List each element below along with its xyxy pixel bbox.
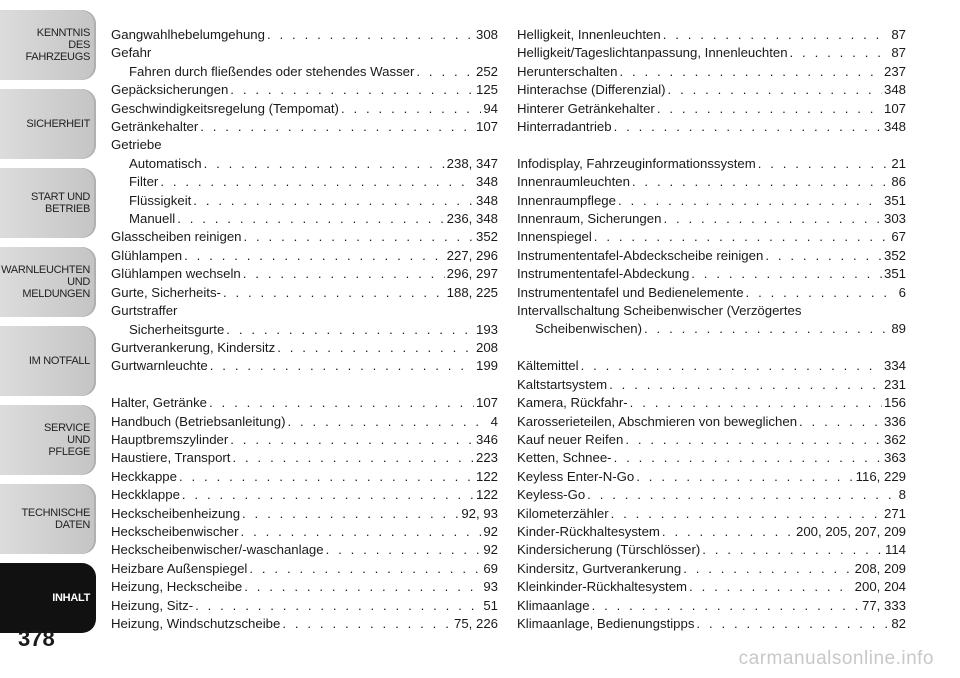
index-page-ref[interactable]: 94 (483, 100, 498, 116)
index-entry[interactable] (517, 155, 906, 173)
index-entry[interactable] (111, 523, 498, 541)
index-gap (111, 376, 498, 394)
index-entry[interactable] (517, 578, 906, 596)
leader-dots (193, 192, 474, 210)
leader-dots (581, 357, 882, 375)
index-entry[interactable] (111, 357, 498, 375)
chapter-tab-2[interactable] (0, 168, 96, 238)
index-entry[interactable] (517, 192, 906, 210)
index-term: Karosserieteilen, Abschmieren von beweglichen (517, 413, 798, 429)
index-page-ref[interactable]: 346 (475, 431, 498, 447)
leader-dots (223, 284, 445, 302)
index-entry[interactable] (517, 81, 906, 99)
leader-dots (702, 541, 883, 559)
leader-dots (267, 26, 474, 44)
leader-dots (790, 44, 890, 62)
index-term: Kilometerzähler (517, 505, 609, 521)
index-page-ref[interactable]: 252 (475, 63, 498, 79)
index-subentry[interactable] (111, 210, 498, 228)
leader-dots (630, 394, 882, 412)
index-entry[interactable] (111, 81, 498, 99)
index-entry[interactable] (517, 597, 906, 615)
index-term: Glasscheiben reinigen (111, 229, 242, 245)
index-term: Kinder-Rückhaltesystem (517, 523, 660, 539)
index-page-ref[interactable]: 87 (891, 27, 906, 42)
index-term: Kindersitz, Gurtverankerung (517, 560, 682, 576)
index-entry[interactable] (517, 26, 906, 44)
index-entry[interactable] (517, 449, 906, 467)
index-page-ref[interactable]: 86 (891, 174, 906, 190)
index-entry[interactable] (111, 284, 498, 302)
index-subentry[interactable] (111, 321, 498, 339)
index-page-ref[interactable]: 348 (883, 82, 906, 98)
leader-dots (179, 468, 474, 486)
leader-dots (609, 376, 882, 394)
index-page-ref[interactable]: 114 (884, 542, 906, 558)
index-page-ref[interactable]: 156 (883, 395, 906, 411)
index-page-ref[interactable]: 351 (883, 192, 906, 208)
index-entry[interactable] (111, 100, 498, 118)
leader-dots (663, 26, 890, 44)
index-term: Getränkehalter (111, 119, 199, 135)
index-page-ref[interactable]: 82 (891, 615, 906, 631)
leader-dots (243, 265, 445, 283)
leader-dots (587, 486, 896, 504)
leader-dots (182, 486, 474, 504)
index-heading: Intervallschaltung Scheibenwischer (Verzögertes (517, 303, 802, 319)
index-page-ref[interactable]: 77, 333 (862, 597, 906, 613)
index-entry[interactable] (111, 118, 498, 136)
index-term: Scheibenwischen) (535, 321, 643, 337)
index-heading: Gefahr (111, 45, 152, 61)
index-entry[interactable] (111, 26, 498, 44)
index-entry[interactable] (111, 449, 498, 467)
watermark: carmanualsonline.info (738, 648, 934, 669)
page-number: 378 (18, 626, 55, 651)
index-term: Klimaanlage (517, 597, 590, 613)
index-term: Helligkeit, Innenleuchten (517, 27, 661, 42)
index-subentry[interactable] (111, 192, 498, 210)
index-term: Hinterer Getränkehalter (517, 100, 655, 116)
leader-dots (611, 505, 882, 523)
index-page-ref[interactable]: 107 (475, 395, 498, 411)
index-entry[interactable] (517, 63, 906, 81)
index-term: Gurtwarnleuchte (111, 358, 208, 374)
leader-dots (326, 541, 482, 559)
index-page-ref[interactable]: 223 (475, 450, 498, 466)
leader-dots (241, 523, 482, 541)
index-term: Infodisplay, Fahrzeuginformationssystem (517, 155, 756, 171)
leader-dots (195, 597, 481, 615)
index-page-ref[interactable]: 87 (891, 45, 906, 61)
index-entry[interactable] (517, 523, 906, 541)
index-term: Manuell (129, 211, 176, 227)
index-page-ref[interactable]: 4 (490, 413, 498, 429)
index-entry[interactable] (517, 486, 906, 504)
index-entry[interactable] (517, 394, 906, 412)
chapter-tab-label: IM NOTFALL (28, 355, 90, 367)
index-page-ref[interactable]: 200, 204 (854, 579, 906, 595)
index-term: Glühlampen (111, 247, 183, 263)
index-entry[interactable] (517, 173, 906, 191)
leader-dots (204, 155, 445, 173)
index-entry[interactable] (111, 560, 498, 578)
leader-dots (160, 173, 474, 191)
leader-dots (696, 615, 889, 633)
index-page-ref[interactable]: 231 (883, 376, 906, 392)
index-entry[interactable] (111, 431, 498, 449)
index-entry[interactable] (517, 118, 906, 136)
index-page-ref[interactable]: 308 (475, 27, 498, 42)
index-entry[interactable] (517, 413, 906, 431)
index-term: Heizung, Sitz- (111, 597, 194, 613)
index-column-left (111, 26, 498, 633)
index-term: Gurtverankerung, Kindersitz (111, 339, 276, 355)
chapter-tab-7[interactable] (0, 563, 96, 633)
index-entry[interactable] (517, 44, 906, 62)
index-page-ref[interactable]: 193 (475, 321, 498, 337)
leader-dots (184, 247, 445, 265)
chapter-tab-6[interactable] (0, 484, 96, 554)
index-page-ref[interactable]: 208, 209 (854, 560, 906, 576)
chapter-tab-label: INHALT (52, 592, 90, 604)
index-page-ref[interactable]: 296, 297 (446, 266, 498, 282)
index-term: Klimaanlage, Bedienungstipps (517, 615, 695, 631)
chapter-tab-5[interactable] (0, 405, 96, 475)
index-entry[interactable] (517, 210, 906, 228)
leader-dots (594, 228, 890, 246)
leader-dots (242, 505, 459, 523)
index-page-ref[interactable]: 238, 347 (446, 155, 498, 171)
index-entry[interactable] (517, 100, 906, 118)
index-term: Helligkeit/Tageslichtanpassung, Innenleuchten (517, 45, 788, 61)
index-page-ref[interactable]: 107 (475, 119, 498, 135)
leader-dots (765, 247, 882, 265)
index-gap (517, 136, 906, 154)
index-page-ref[interactable]: 67 (891, 229, 906, 245)
index-subentry[interactable] (111, 173, 498, 191)
index-page-ref[interactable]: 188, 225 (446, 284, 498, 300)
index-page-ref[interactable]: 200, 205, 207, 209 (796, 523, 906, 539)
leader-dots (614, 449, 882, 467)
chapter-tab-4[interactable] (0, 326, 96, 396)
leader-dots (230, 81, 474, 99)
chapter-tab-label: SERVICE UND PFLEGE (44, 422, 90, 458)
index-term: Geschwindigkeitsregelung (Tempomat) (111, 100, 339, 116)
leader-dots (657, 100, 882, 118)
index-page-ref[interactable]: 89 (891, 321, 906, 337)
leader-dots (210, 357, 474, 375)
index-term: Filter (129, 174, 159, 190)
chapter-tab-label: SICHERHEIT (26, 118, 90, 130)
leader-dots (683, 560, 852, 578)
leader-dots (689, 578, 853, 596)
index-entry[interactable] (517, 541, 906, 559)
index-page-ref[interactable]: 348 (475, 192, 498, 208)
index-entry[interactable] (517, 560, 906, 578)
index-page-ref[interactable]: 227, 296 (446, 247, 498, 263)
index-term: Keyless-Go (517, 487, 586, 503)
index-page-ref[interactable]: 352 (883, 247, 906, 263)
index-page-ref[interactable]: 6 (898, 284, 906, 300)
index-entry[interactable] (111, 578, 498, 596)
index-entry[interactable] (111, 615, 498, 633)
leader-dots (244, 578, 481, 596)
index-term: Handbuch (Betriebsanleitung) (111, 413, 286, 429)
index-page-ref[interactable]: 116, 229 (855, 468, 906, 484)
index-term: Kauf neuer Reifen (517, 431, 624, 447)
index-term: Kältemittel (517, 358, 579, 374)
index-term: Instrumententafel und Bedienelemente (517, 284, 744, 300)
index-term: Automatisch (129, 155, 202, 171)
chapter-tab-label: KENNTNIS DES FAHRZEUGS (25, 27, 90, 63)
index-subentry[interactable] (111, 155, 498, 173)
index-term: Kindersicherung (Türschlösser) (517, 542, 701, 558)
index-term: Heizbare Außenspiegel (111, 560, 248, 576)
index-page-ref[interactable]: 107 (883, 100, 906, 116)
index-term: Herunterschalten (517, 63, 618, 79)
chapter-tab-3[interactable] (0, 247, 96, 317)
leader-dots (209, 394, 474, 412)
index-page-ref[interactable]: 348 (883, 119, 906, 135)
index-entry[interactable] (517, 228, 906, 246)
index-page-ref[interactable]: 122 (475, 468, 498, 484)
index-entry[interactable] (517, 265, 906, 283)
leader-dots (619, 63, 882, 81)
index-entry[interactable] (111, 486, 498, 504)
chapter-tab-1[interactable] (0, 89, 96, 159)
index-term: Flüssigkeit (129, 192, 192, 208)
index-page-ref[interactable]: 352 (475, 229, 498, 245)
index-page-ref[interactable]: 125 (475, 82, 498, 98)
index-page-ref[interactable]: 69 (483, 560, 498, 576)
index-term: Sicherheitsgurte (129, 321, 225, 337)
index-term: Fahren durch fließendes oder stehendes Wasser (129, 63, 415, 79)
leader-dots (644, 320, 889, 338)
index-entry[interactable] (517, 505, 906, 523)
index-page-ref[interactable]: 208 (475, 339, 498, 355)
index-term: Kaltstartsystem (517, 376, 608, 392)
index-page-ref[interactable]: 271 (883, 505, 906, 521)
index-page-ref[interactable]: 93 (483, 579, 498, 595)
index-page-ref[interactable]: 92 (483, 523, 498, 539)
leader-dots (230, 431, 474, 449)
index-term: Innenraum, Sicherungen (517, 211, 662, 227)
index-column-right (517, 26, 906, 633)
index-term: Heckkappe (111, 468, 177, 484)
index-page-ref[interactable]: 92, 93 (461, 505, 498, 521)
index-entry[interactable] (111, 468, 498, 486)
leader-dots (200, 118, 474, 136)
leader-dots (799, 413, 882, 431)
index-term: Heckscheibenheizung (111, 505, 241, 521)
index-page-ref[interactable]: 237 (883, 63, 906, 79)
index-heading: Getriebe (111, 137, 162, 153)
index-term: Heckscheibenwischer (111, 523, 239, 539)
index-page-ref[interactable]: 303 (883, 211, 906, 227)
index-entry[interactable] (111, 597, 498, 615)
leader-dots (287, 413, 488, 431)
leader-dots (277, 339, 474, 357)
leader-dots (416, 63, 474, 81)
index-page-ref[interactable]: 75, 226 (454, 615, 498, 631)
index-term: Instrumententafel-Abdeckscheibe reinigen (517, 247, 764, 263)
index-entry[interactable] (111, 265, 498, 283)
chapter-tab-label: TECHNISCHE DATEN (21, 507, 90, 531)
chapter-tab-label: START UND BETRIEB (30, 191, 90, 215)
index-page-ref[interactable]: 8 (898, 487, 906, 503)
index-entry[interactable] (517, 247, 906, 265)
index-term: Instrumententafel-Abdeckung (517, 266, 690, 282)
leader-dots (226, 321, 474, 339)
index-page-ref[interactable]: 199 (475, 358, 498, 374)
index-term: Haustiere, Transport (111, 450, 231, 466)
index-entry[interactable] (111, 228, 498, 246)
index-entry[interactable] (111, 541, 498, 559)
index-page-ref[interactable]: 21 (891, 155, 906, 171)
leader-dots (249, 560, 481, 578)
index-heading: Gurtstraffer (111, 303, 178, 319)
index-term: Keyless Enter-N-Go (517, 468, 635, 484)
index-term: Innenspiegel (517, 229, 592, 245)
chapter-tab-0[interactable] (0, 10, 96, 80)
leader-dots (282, 615, 452, 633)
index-term: Ketten, Schnee- (517, 450, 612, 466)
leader-dots (592, 597, 860, 615)
leader-dots (746, 284, 897, 302)
leader-dots (244, 228, 474, 246)
index-term: Heckscheibenwischer/-waschanlage (111, 542, 324, 558)
leader-dots (632, 173, 889, 191)
index-term: Heizung, Heckscheibe (111, 579, 243, 595)
index-page-ref[interactable]: 351 (883, 266, 906, 282)
index-term: Kamera, Rückfahr- (517, 395, 628, 411)
index-entry[interactable] (111, 505, 498, 523)
leader-dots (668, 81, 882, 99)
index-entry[interactable] (111, 394, 498, 412)
index-term: Hauptbremszylinder (111, 431, 229, 447)
index-page-ref[interactable]: 92 (483, 542, 498, 558)
leader-dots (662, 523, 794, 541)
index-term: Gurte, Sicherheits- (111, 284, 221, 300)
leader-dots (758, 155, 890, 173)
index-entry[interactable] (517, 284, 906, 302)
index-gap (517, 339, 906, 357)
index-page-ref[interactable]: 236, 348 (446, 211, 498, 227)
leader-dots (636, 468, 853, 486)
index-page-ref[interactable]: 51 (483, 597, 498, 613)
index-entry[interactable] (111, 247, 498, 265)
index-entry[interactable] (111, 339, 498, 357)
index-entry[interactable] (111, 413, 498, 431)
index-term: Gepäcksicherungen (111, 82, 229, 98)
index-page-ref[interactable]: 362 (883, 431, 906, 447)
index-page-ref[interactable]: 348 (475, 174, 498, 190)
leader-dots (232, 449, 474, 467)
index-subentry[interactable] (517, 320, 906, 338)
index-page-ref[interactable]: 336 (883, 413, 906, 429)
index-page-ref[interactable]: 122 (475, 487, 498, 503)
index-term: Kleinkinder-Rückhaltesystem (517, 579, 688, 595)
index-entry[interactable] (517, 357, 906, 375)
leader-dots (618, 192, 882, 210)
chapter-tab-label: WARNLEUCHTEN UND MELDUNGEN (1, 264, 90, 300)
leader-dots (341, 100, 481, 118)
index-entry[interactable] (517, 376, 906, 394)
leader-dots (614, 118, 882, 136)
index-term: Hinterachse (Differenzial) (517, 82, 666, 98)
leader-dots (625, 431, 882, 449)
index-term: Heizung, Windschutzscheibe (111, 615, 281, 631)
index-term: Innenraumleuchten (517, 174, 630, 190)
index-entry[interactable] (517, 468, 906, 486)
index-term: Gangwahlhebelumgehung (111, 27, 265, 42)
index-term: Hinterradantrieb (517, 119, 612, 135)
index-page-ref[interactable]: 334 (883, 358, 906, 374)
index-term: Innenraumpflege (517, 192, 616, 208)
index-term: Heckklappe (111, 487, 180, 503)
index-page-ref[interactable]: 363 (883, 450, 906, 466)
index-term: Halter, Getränke (111, 395, 208, 411)
index-entry[interactable] (517, 615, 906, 633)
index-entry[interactable] (517, 431, 906, 449)
leader-dots (663, 210, 882, 228)
index-subentry[interactable] (111, 63, 498, 81)
leader-dots (177, 210, 444, 228)
leader-dots (691, 265, 882, 283)
index-term: Glühlampen wechseln (111, 266, 241, 282)
